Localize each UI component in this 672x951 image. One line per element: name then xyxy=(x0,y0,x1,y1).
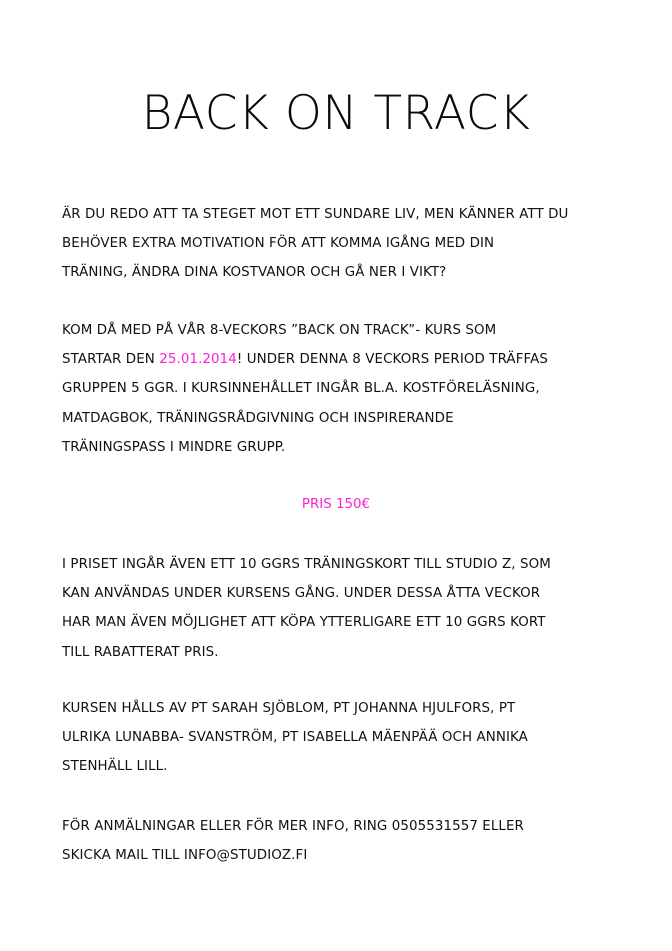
contact-line: SKICKA MAIL TILL INFO@STUDIOZ.FI xyxy=(62,848,308,864)
course-line: KOM DÅ MED PÅ VÅR 8-VECKORS ”BACK ON TRACK”- KURS SOM xyxy=(62,323,497,338)
instructors-line: KURSEN HÅLLS AV PT SARAH SJÖBLOM, PT JOHANNA HJULFORS, PT xyxy=(62,701,516,716)
instructors-line: STENHÄLL LILL. xyxy=(62,759,168,775)
instructors-paragraph xyxy=(62,694,622,782)
included-line: KAN ANVÄNDAS UNDER KURSENS GÅNG. UNDER DESSA ÅTTA VECKOR xyxy=(62,586,541,602)
included-line: I PRISET INGÅR ÄVEN ETT 10 GGRS TRÄNINGSKORT TILL STUDIO Z, SOM xyxy=(62,557,551,572)
intro-line: TRÄNING, ÄNDRA DINA KOSTVANOR OCH GÅ NER I VIKT? xyxy=(62,265,447,281)
course-line: GRUPPEN 5 GGR. I KURSINNEHÅLLET INGÅR BL.A. KOSTFÖRELÄSNING, xyxy=(62,381,540,397)
period-text: ! UNDER DENNA 8 VECKORS PERIOD TRÄFFAS xyxy=(236,352,548,368)
instructors-line: ULRIKA LUNABBA- SVANSTRÖM, PT ISABELLA MÄENPÄÄ OCH ANNIKA xyxy=(62,730,528,746)
start-date: 25.01.2014 xyxy=(159,352,237,368)
course-line: MATDAGBOK, TRÄNINGSRÅDGIVNING OCH INSPIRERANDE xyxy=(62,410,454,426)
included-line: HAR MAN ÄVEN MÖJLIGHET ATT KÖPA YTTERLIGARE ETT 10 GGRS KORT xyxy=(62,615,546,631)
intro-line: ÄR DU REDO ATT TA STEGET MOT ETT SUNDARE LIV, MEN KÄNNER ATT DU xyxy=(62,207,569,222)
included-paragraph xyxy=(62,550,622,667)
included-line: TILL RABATTERAT PRIS. xyxy=(62,644,219,660)
intro-line: BEHÖVER EXTRA MOTIVATION FÖR ATT KOMMA IGÅNG MED DIN xyxy=(62,236,495,252)
contact-paragraph xyxy=(62,812,622,870)
intro-paragraph xyxy=(62,200,622,288)
course-line-start xyxy=(62,345,622,374)
page-title: BACK ON TRACK xyxy=(141,86,531,141)
course-line: TRÄNINGSPASS I MINDRE GRUPP. xyxy=(62,439,286,455)
course-paragraph xyxy=(62,316,622,462)
contact-line: FÖR ANMÄLNINGAR ELLER FÖR MER INFO, RING 0505531557 ELLER xyxy=(62,819,524,834)
price-label: PRIS 150€ xyxy=(301,497,371,512)
start-text: STARTAR DEN xyxy=(62,352,160,368)
